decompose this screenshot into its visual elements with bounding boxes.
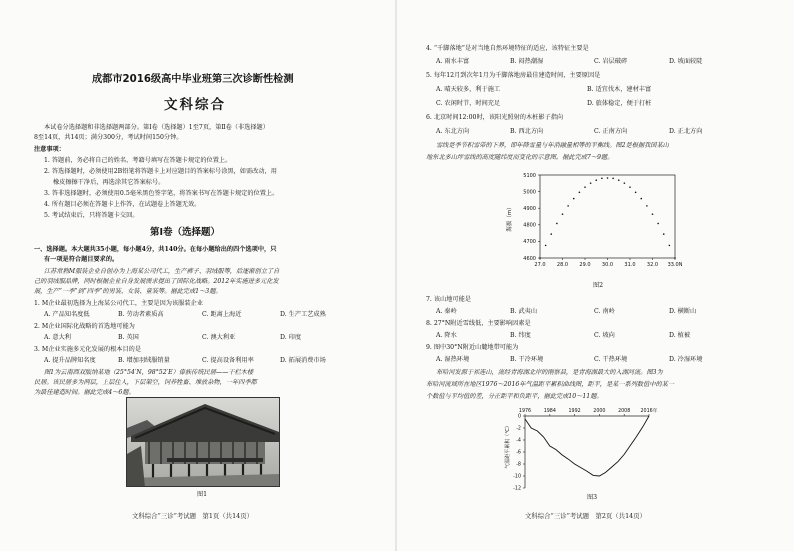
- passage-text: 展，生产“一季”到“四季”的男装、女装、童装等。据此完成1～3题。: [34, 288, 222, 295]
- question-1: 1. M企业最初选择为上海某公司代工，主要是因为该服装企业: [34, 300, 203, 307]
- passage-text: 民居。该民居多为两层，上层住人，下层架空，饲养牲畜、堆放杂物，一年四季都: [34, 379, 257, 386]
- figure-3-temperature-chart: [497, 404, 667, 494]
- figure-1-stilt-house-photo: [126, 397, 280, 487]
- x-tick-label: 2016年: [640, 409, 658, 414]
- q5-option-a: A. 晴天较多，利于施工: [436, 86, 501, 93]
- passage-text: 雪线是季节积雪带的下界，即年降雪量与年消融量相等的平衡线。图2是根据我国某山: [436, 142, 669, 149]
- q6-option-c: C. 正南方向: [594, 128, 628, 135]
- section-title: 第Ⅰ卷（选择题）: [150, 227, 221, 238]
- x-tick-label: 1992: [568, 409, 581, 414]
- figure-2-snowline-chart: [497, 170, 687, 282]
- q3-option-a: A. 提升品牌知名度: [44, 357, 96, 364]
- question-8: 8. 27°N附近雪线低，主要影响因素是: [426, 320, 531, 327]
- q7-option-c: C. 南岭: [594, 308, 615, 315]
- y-tick-label: 4600: [523, 255, 536, 262]
- q4-option-a: A. 雨水丰富: [436, 58, 470, 65]
- question-4: 4. “千脚落地”是对当地自然环境特征的适应，该特征主要是: [426, 45, 589, 52]
- y-axis-label: 海拔（m）: [507, 204, 513, 232]
- exam-title: 成都市2016级高中毕业班第三次诊断性检测: [92, 74, 294, 85]
- x-tick-label: 2000: [593, 409, 606, 414]
- exam-page-2: [397, 0, 794, 551]
- q7-option-b: B. 武夷山: [510, 308, 538, 315]
- y-tick-label: 5100: [523, 172, 536, 179]
- y-tick-label: -8: [516, 462, 521, 468]
- temperature-series-line: [525, 416, 649, 476]
- figure-3-caption: 图3: [587, 494, 598, 501]
- q9-option-d: D. 冷湿环境: [669, 356, 703, 363]
- x-tick-label: 1976: [518, 409, 532, 414]
- passage-text: 己的羽绒服品牌，同时根据企业自身发展需求提出了国际化战略。2012年实施进多元化发: [34, 278, 279, 285]
- q4-option-b: B. 闷热潮湿: [510, 58, 544, 65]
- data-point: [618, 179, 620, 181]
- figure-2-caption: 图2: [593, 282, 604, 289]
- x-tick-label: 31.0: [624, 262, 636, 268]
- q1-option-a: A. 产品知名度低: [44, 311, 90, 318]
- notice-line: 5. 考试结束后，只将答题卡交回。: [44, 212, 139, 219]
- q6-option-a: A. 东北方向: [436, 128, 470, 135]
- y-tick-label: 4800: [523, 222, 536, 229]
- figure-1-caption: 图1: [197, 491, 208, 498]
- data-point: [584, 186, 586, 188]
- data-point: [669, 245, 671, 247]
- page-footer: 文科综合“三诊”考试题 第1页（共14页）: [132, 512, 253, 520]
- notice-line: 3. 答非选择题时，必须使用0.5毫米黑色签字笔，将答案书写在答题卡规定的位置上。: [44, 190, 279, 197]
- q9-option-b: B. 干冷环境: [510, 356, 544, 363]
- notice-line: 橡皮擦擦干净后，再选涂其它答案标号。: [53, 179, 165, 186]
- q1-option-d: D. 生产工艺成熟: [280, 311, 326, 318]
- data-point: [567, 205, 569, 207]
- q2-option-a: A. 意大利: [44, 334, 71, 341]
- question-2: 2. M企业国际化战略的首选地可能为: [34, 323, 135, 330]
- data-point: [652, 213, 654, 215]
- data-point: [573, 198, 575, 200]
- x-tick-label: 27.0: [534, 262, 546, 268]
- q1-option-b: B. 劳动者素质高: [118, 311, 164, 318]
- q3-option-d: D. 拓展消费市场: [280, 357, 326, 364]
- question-7: 7. 该山地可能是: [426, 296, 471, 303]
- y-tick-label: -6: [516, 450, 521, 456]
- x-tick-label: 30.0: [601, 262, 614, 268]
- data-point: [640, 198, 642, 200]
- q5-option-b: B. 适宜伐木，建材丰富: [587, 86, 652, 93]
- q6-option-b: B. 西北方向: [510, 128, 544, 135]
- plot-frame: [540, 175, 675, 258]
- section-intro: 一、选择题。本大题共35小题，每小题4分，共140分。在每小题给出的四个选项中，只: [34, 246, 277, 253]
- notice-title: 注意事项：: [34, 146, 65, 153]
- data-point: [657, 223, 659, 225]
- x-tick-label: 29.0: [579, 262, 591, 268]
- data-point: [635, 191, 637, 193]
- y-tick-label: 4700: [523, 239, 536, 246]
- q6-option-d: D. 正北方向: [669, 128, 703, 135]
- q3-option-b: B. 增加羽绒服销量: [118, 357, 170, 364]
- q4-option-c: C. 岩层破碎: [594, 58, 628, 65]
- q1-option-c: C. 距离上海近: [202, 311, 242, 318]
- q9-option-c: C. 干热环境: [594, 356, 628, 363]
- q8-option-d: D. 植被: [669, 332, 691, 339]
- data-point: [539, 257, 541, 259]
- passage-text: 地东北多山坪雪线的高度随纬度而变化的示意图。据此完成7～9题。: [426, 154, 614, 161]
- y-tick-label: 0: [517, 414, 521, 420]
- x-tick-label: 28.0: [556, 262, 569, 268]
- data-point: [601, 178, 603, 180]
- passage-text: 个数值与平均值的差，分正距平和负距平，据此完成10～11题。: [426, 393, 603, 400]
- q2-option-b: B. 英国: [118, 334, 139, 341]
- x-tick-label: 32.0: [646, 262, 659, 268]
- passage-text: 布哈河流域所在地区1976～2016年气温距平累积曲线图，距平，是某一系列数值中的某一: [426, 381, 675, 388]
- intro-line: 8至14页，共14页；满分300分，考试时间150分钟。: [34, 134, 183, 141]
- data-point: [550, 233, 552, 235]
- passage-text: 图1为云南西双版纳某地（25°54′N，98°52′E）傣族传统民居——干栏木楼: [44, 369, 254, 376]
- subject-title: 文科综合: [164, 97, 226, 113]
- data-point: [607, 177, 609, 179]
- q2-option-d: D. 印度: [280, 334, 302, 341]
- x-tick-label: 2008: [618, 409, 631, 414]
- page-footer: 文科综合“三诊”考试题 第2页（共14页）: [525, 512, 646, 520]
- y-tick-label: -10: [513, 474, 521, 480]
- data-point: [612, 178, 614, 180]
- q8-option-c: C. 坡向: [594, 332, 615, 339]
- notice-line: 4. 所有题目必须在答题卡上作答，在试题卷上答题无效。: [44, 201, 201, 208]
- question-6: 6. 北京时间12:00时，该阳光照射的木桩影子指向: [426, 114, 564, 121]
- y-tick-label: -4: [516, 438, 521, 444]
- data-point: [646, 205, 648, 207]
- data-point: [624, 182, 626, 184]
- data-point: [556, 223, 558, 225]
- data-point: [674, 257, 676, 259]
- q7-option-a: A. 秦岭: [436, 308, 457, 315]
- passage-text: 布哈河发源于祁连山，流经青海湖北岸的刚察县，是青海湖最大的入湖河流。图3为: [436, 369, 663, 376]
- data-point: [629, 186, 631, 188]
- data-point: [579, 191, 581, 193]
- data-point: [663, 233, 665, 235]
- q9-option-a: A. 湿热环境: [436, 356, 470, 363]
- section-intro: 有一项是符合题目要求的。: [44, 256, 119, 263]
- y-tick-label: 4900: [523, 206, 536, 212]
- q8-option-a: A. 降水: [436, 332, 457, 339]
- y-axis-label: 气温距平累积（℃）: [505, 423, 511, 469]
- x-tick-label: 33.0N: [667, 262, 683, 268]
- data-point: [595, 179, 597, 181]
- q4-option-d: D. 坡面较陡: [669, 58, 703, 65]
- y-tick-label: -2: [516, 426, 521, 432]
- q2-option-c: C. 澳大利亚: [202, 334, 236, 341]
- notice-line: 1. 答题前，务必将自己的姓名、考籍号填写在答题卡规定的位置上。: [44, 157, 232, 164]
- question-3: 3. M企业实施多元化发展的根本目的是: [34, 346, 142, 353]
- data-point: [545, 245, 547, 247]
- data-point: [562, 213, 564, 215]
- question-9: 9. 图中30°N附近山麓地带可能为: [426, 344, 519, 351]
- q7-option-d: D. 横断山: [669, 308, 697, 315]
- passage-text: 江苏常熟M服装企业自创办为上海某公司代工，生产裤子、羽绒服等，后逐渐创立了自: [44, 268, 280, 275]
- y-tick-label: -12: [513, 486, 521, 492]
- x-tick-label: 1984: [543, 409, 556, 414]
- y-tick-label: 5000: [523, 189, 536, 196]
- passage-text: 为最佳建造时间。据此完成4～6题。: [34, 389, 135, 396]
- q5-option-d: D. 旅体稳定，便于打桩: [587, 100, 652, 107]
- q3-option-c: C. 提高设备利用率: [202, 357, 254, 364]
- intro-line: 本试卷分选择题和非选择题两部分。第Ⅰ卷（选择题）1至7页，第Ⅱ卷（非选择题）: [44, 124, 269, 131]
- q8-option-b: B. 纬度: [510, 332, 531, 339]
- question-5: 5. 每年12月到次年1月为千脚落地房最佳建造时间，主要原因是: [426, 72, 601, 79]
- notice-line: 2. 答选择题时，必须使用2B铅笔将答题卡上对应题目的答案标号涂黑，如需改动，用: [44, 168, 277, 175]
- data-point: [590, 182, 592, 184]
- q5-option-c: C. 农闲时节，时间充足: [436, 100, 501, 107]
